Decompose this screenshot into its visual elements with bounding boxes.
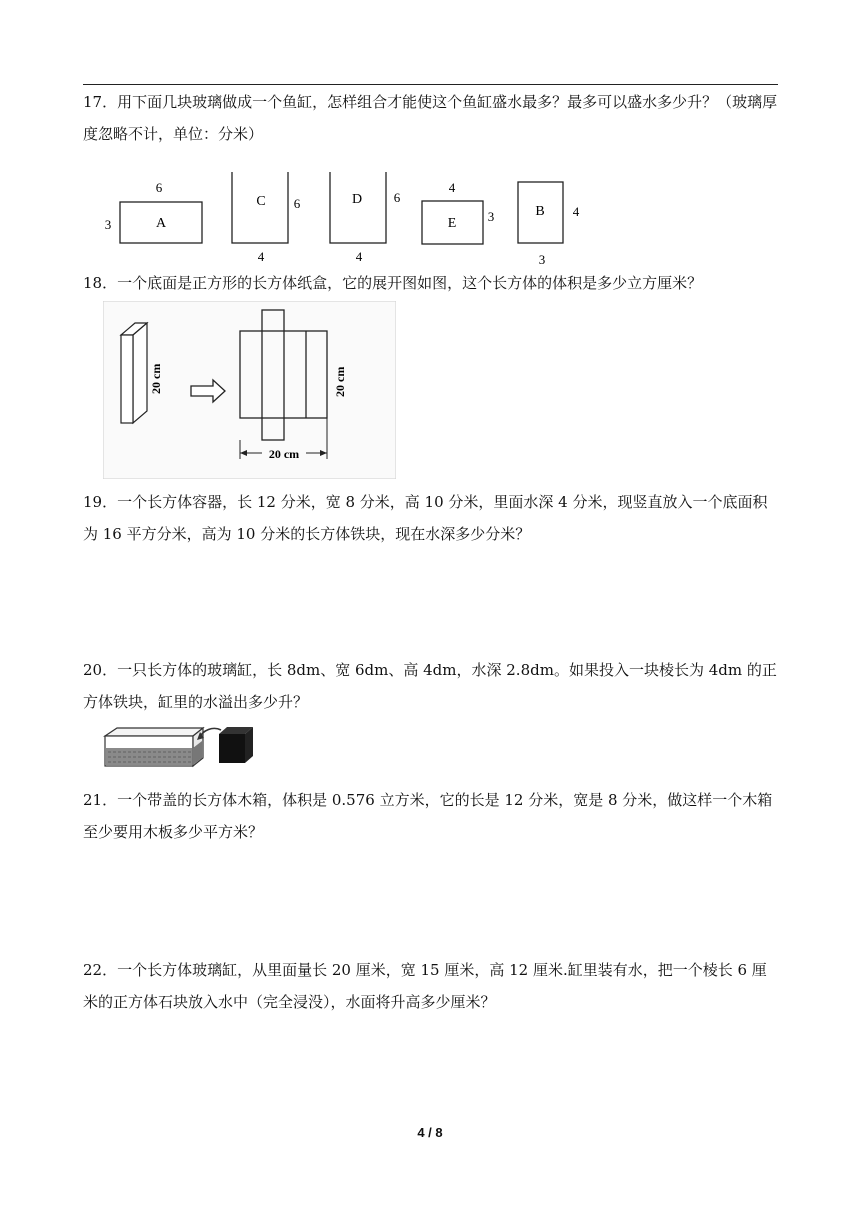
- page-number: 4 / 8: [417, 1125, 443, 1140]
- glass-d-label: D: [351, 192, 363, 207]
- question-20: [83, 654, 778, 718]
- glass-b-bottom: 3: [538, 252, 546, 264]
- glass-a-top: 6: [155, 180, 163, 195]
- glass-tank-drawing: [105, 728, 221, 766]
- question-18: [83, 267, 778, 299]
- question-17-text: 17．用下面几块玻璃做成一个鱼缸，怎样组合才能使这个鱼缸盛水最多？最多可以盛水多少升？（玻璃厚度忽略不计，单位：分米）: [83, 93, 778, 143]
- glass-e-side: 3: [487, 209, 495, 224]
- glass-c-bottom: 4: [257, 249, 265, 264]
- question-20-text: 20．一只长方体的玻璃缸，长 8dm、宽 6dm、高 4dm，水深 2.8dm。如果投入一块棱长为 4dm 的正方体铁块，缸里的水溢出多少升？: [83, 661, 777, 711]
- question-19-text: 19．一个长方体容器，长 12 分米，宽 8 分米，高 10 分米，里面水深 4 分米，现竖直放入一个底面积为 16 平方分米，高为 10 分米的长方体铁块，现在水深多少分米？: [83, 493, 768, 543]
- glass-c-side: 6: [293, 196, 301, 211]
- glass-b-side: 4: [572, 204, 580, 219]
- glass-a-label: A: [155, 216, 167, 231]
- glass-piece-c: [232, 172, 301, 264]
- glass-a-side: 3: [104, 217, 112, 232]
- glass-piece-d: [330, 172, 401, 264]
- header-rule: [83, 84, 778, 85]
- question-18-text: 18．一个底面是正方形的长方体纸盒，它的展开图如图，这个长方体的体积是多少立方厘米？: [83, 274, 703, 292]
- glass-piece-e: [422, 180, 494, 244]
- question-17: [83, 86, 778, 150]
- iron-cube-drawing: [219, 727, 253, 763]
- glass-c-label: C: [256, 194, 266, 209]
- q18-box-net-figure: [103, 301, 396, 479]
- box-height-label: 20 cm: [149, 363, 163, 394]
- net-width-label: 20 cm: [268, 447, 300, 461]
- glass-d-side: 6: [393, 190, 401, 205]
- q17-glass-figure: [95, 172, 595, 264]
- q20-tank-cube-figure: [103, 722, 258, 770]
- glass-d-bottom: 4: [355, 249, 363, 264]
- net-height-label: 20 cm: [333, 366, 347, 397]
- question-22: [83, 954, 778, 1018]
- glass-e-top: 4: [448, 180, 456, 195]
- question-21-text: 21．一个带盖的长方体木箱，体积是 0.576 立方米，它的长是 12 分米，宽是 8 分米，做这样一个木箱至少要用木板多少平方米？: [83, 791, 773, 841]
- question-21: [83, 784, 778, 848]
- glass-b-label: B: [535, 204, 545, 219]
- question-19: [83, 486, 778, 550]
- glass-piece-b: [518, 182, 580, 264]
- glass-piece-a: [105, 180, 202, 243]
- glass-e-label: E: [447, 216, 457, 231]
- question-22-text: 22．一个长方体玻璃缸，从里面量长 20 厘米，宽 15 厘米，高 12 厘米.缸里装有水，把一个棱长 6 厘米的正方体石块放入水中（完全浸没），水面将升高多少厘米？: [83, 961, 767, 1011]
